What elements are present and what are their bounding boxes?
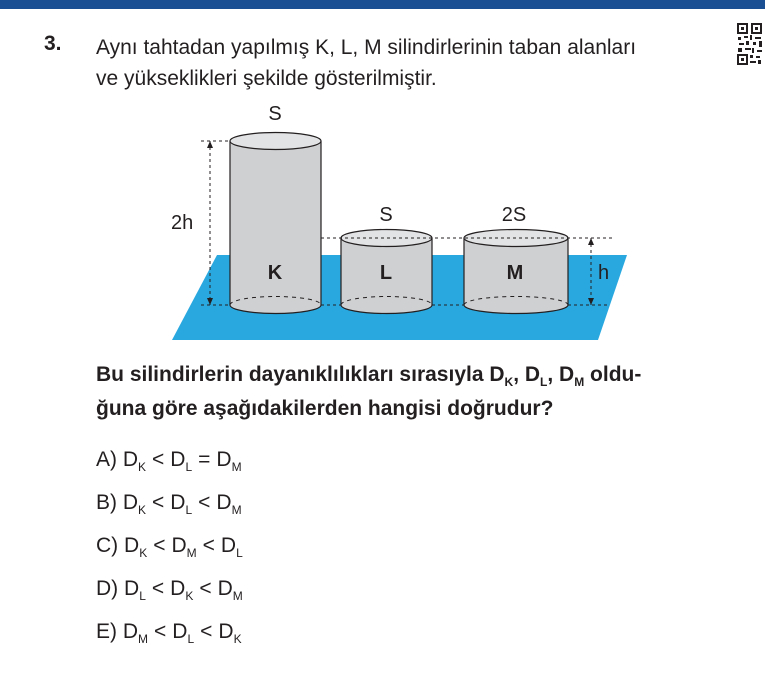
option-term — [124, 577, 146, 603]
option-operator: < — [152, 491, 165, 514]
option-operator: < — [154, 620, 167, 643]
option-letter: A) — [96, 448, 117, 471]
d-subscript: L — [139, 589, 146, 603]
prompt-suffix: oldu- — [584, 363, 642, 386]
d-symbol: D — [220, 534, 237, 557]
option-term — [170, 448, 193, 474]
d-symbol: D — [122, 620, 139, 643]
option-term — [216, 491, 242, 517]
option-term — [124, 534, 148, 560]
d-subscript: M — [232, 589, 243, 603]
d-symbol: D — [524, 363, 541, 386]
d-subscript: L — [236, 546, 243, 560]
cylinder-l-label: L — [379, 262, 393, 284]
option-operator: < — [198, 491, 211, 514]
answer-option-c[interactable] — [96, 534, 243, 558]
cylinder-k — [230, 133, 321, 314]
prompt-line-1 — [96, 358, 736, 392]
option-operator: < — [200, 620, 213, 643]
top-color-band — [0, 0, 765, 9]
d-subscript: M — [186, 546, 197, 560]
d-subscript: K — [138, 503, 147, 517]
d-symbol: D — [217, 577, 233, 600]
d-subscript: K — [504, 375, 514, 389]
prompt-prefix: Bu silindirlerin dayanıklılıkları sırasıyla — [96, 363, 490, 386]
d-subscript: L — [185, 460, 193, 474]
answer-option-b[interactable] — [96, 491, 242, 515]
answer-option-a[interactable] — [96, 448, 242, 472]
cylinder-k-label: K — [267, 262, 283, 284]
option-term — [122, 448, 147, 474]
d-subscript: M — [574, 375, 585, 389]
option-term — [218, 620, 242, 646]
separator: , — [513, 363, 525, 386]
option-term — [216, 448, 242, 474]
d-symbol: D — [559, 363, 575, 386]
d-subscript: K — [185, 589, 194, 603]
d-symbol: D — [170, 577, 186, 600]
option-term — [171, 534, 197, 560]
separator: , — [547, 363, 560, 386]
d-symbol: D — [122, 448, 139, 471]
option-term — [172, 620, 195, 646]
d-symbol: D — [170, 448, 186, 471]
option-operator: < — [153, 534, 166, 557]
stem-line-1: Aynı tahtadan yapılmış K, L, M silindirlerinin taban alanları — [96, 36, 637, 59]
d-subscript: K — [233, 632, 242, 646]
cylinder-m-label: M — [506, 262, 524, 284]
d-subscript: L — [185, 503, 193, 517]
d-subscript: L — [187, 632, 195, 646]
d-symbol: D — [171, 534, 187, 557]
option-term — [122, 620, 149, 646]
d-symbol: D — [124, 534, 140, 557]
d-symbol: D — [216, 491, 232, 514]
option-term — [170, 577, 194, 603]
cylinder-k-area-label: S — [268, 103, 282, 125]
d-symbol: D — [489, 363, 505, 386]
cylinder-l-area-label: S — [379, 204, 393, 226]
option-term — [217, 577, 243, 603]
d-subscript: M — [138, 632, 149, 646]
d-symbol: D — [172, 620, 188, 643]
d-symbol: D — [170, 491, 186, 514]
d-subscript: L — [540, 375, 548, 389]
d-symbol: D — [218, 620, 234, 643]
d-subscript: M — [231, 460, 242, 474]
option-letter: D) — [96, 577, 119, 600]
height-label-h: h — [598, 262, 610, 284]
option-operator: < — [151, 577, 165, 600]
option-letter: B) — [96, 491, 117, 514]
question-number: 3. — [44, 32, 62, 55]
question-prompt — [96, 358, 736, 426]
d-subscript: K — [138, 460, 147, 474]
d-symbol: D — [124, 577, 140, 600]
d-symbol: D — [122, 491, 139, 514]
option-letter: E) — [96, 620, 117, 643]
d-subscript: K — [139, 546, 148, 560]
question-stem — [96, 32, 716, 94]
height-label-2h: 2h — [171, 212, 194, 234]
option-letter: C) — [96, 534, 119, 557]
option-term — [122, 491, 147, 517]
qr-code-icon[interactable] — [737, 22, 765, 92]
option-operator: < — [202, 534, 215, 557]
answer-option-d[interactable] — [96, 577, 243, 601]
answer-option-e[interactable] — [96, 620, 242, 644]
option-operator: < — [199, 577, 212, 600]
d-symbol: D — [216, 448, 232, 471]
cylinders-figure — [0, 90, 765, 350]
d-term-m — [559, 363, 585, 389]
d-subscript: M — [231, 503, 242, 517]
stem-line-2: ve yükseklikleri şekilde gösterilmiştir. — [96, 67, 437, 90]
prompt-line-2: ğuna göre aşağıdakilerden hangisi doğrudur? — [96, 397, 554, 420]
option-term — [220, 534, 243, 560]
cylinder-m-area-label: 2S — [501, 204, 527, 226]
option-operator: = — [198, 448, 211, 471]
option-term — [170, 491, 193, 517]
d-term-k — [489, 363, 514, 389]
d-term-l — [524, 363, 548, 389]
option-operator: < — [152, 448, 165, 471]
